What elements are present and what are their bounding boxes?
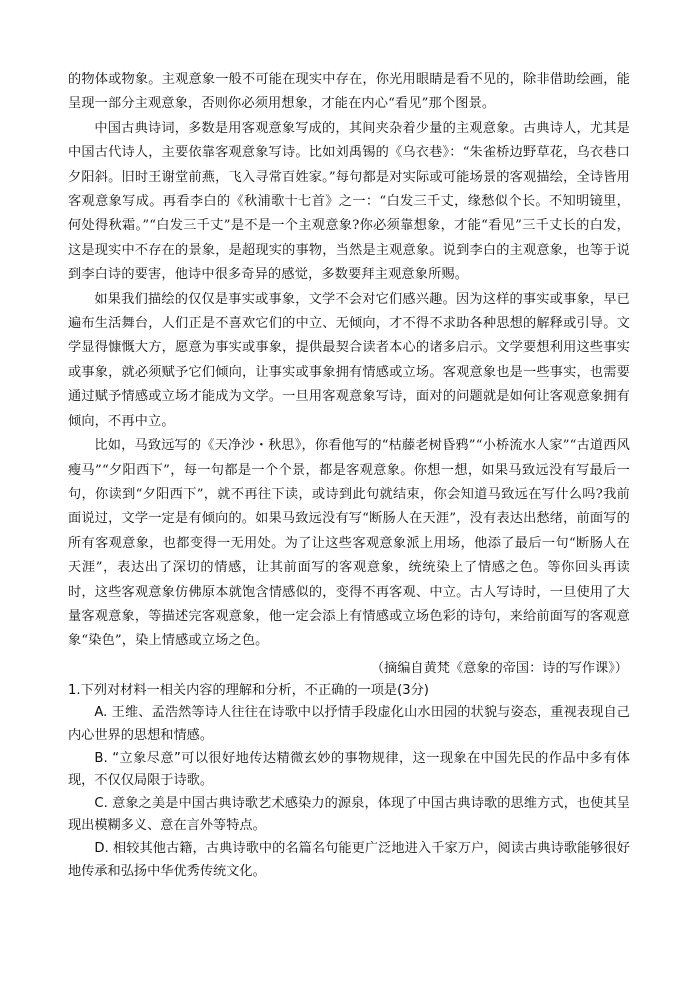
passage-paragraph-3: 如果我们描绘的仅仅是事实或事象，文学不会对它们感兴趣。因为这样的事实或事象，早已遍布生活舞台，人们正是不喜欢它们的中立、无倾向，才不得不求助各种思想的解释或引导。文学显得慷慨大方，愿意为事实或事象，提供最契合读者本心的诸多启示。文学要想利用这些事实或事象，就必须赋予它们倾向，让事实或事象拥有情感或立场。客观意象也是一些事实，也需要通过赋予情感或立场才能成为文学。一旦用客观意象写诗，面对的问题就是如何让客观意象拥有倾向，不再中立。: [68, 291, 630, 429]
document-page: [68, 68, 630, 883]
question-1: [68, 680, 630, 883]
option-a[interactable]: A. 王维、孟浩然等诗人往往在诗歌中以抒情手段虚化山水田园的状貌与姿态，重视表现自己内心世界的思想和情感。: [68, 705, 630, 743]
passage-paragraph-1: 的物体或物象。主观意象一般不可能在现实中存在，你光用眼睛是看不见的，除非借助绘画，能呈现一部分主观意象，否则你必须用想象，才能在内心“看见”那个图景。: [68, 72, 630, 112]
question-stem: 1.下列对材料一相关内容的理解和分析，不正确的一项是(3分): [68, 682, 429, 698]
option-d[interactable]: D. 相较其他古籍，古典诗歌中的名篇名句能更广泛地进入千家万户，阅读古典诗歌能够很好地传承和弘扬中华优秀传统文化。: [68, 840, 630, 879]
passage-source: （摘编自黄梵《意象的帝国：诗的写作课》）: [370, 660, 628, 676]
passage-paragraph-4: 比如，马致远写的《天净沙・秋思》，你看他写的“枯藤老树昏鸦”“小桥流水人家”“古道西风瘦马”“夕阳西下”，每一句都是一个个景，都是客观意象。你想一想，如果马致远没有写最后一句，你读到“夕阳西下”，就不再往下读，或诗到此句就结束，你会知道马致远在写什么吗?我前面说过，文学一定是有倾向的。如果马致远没有写“断肠人在天涯”，没有表达出愁绪，前面写的所有客观意象，也都变得一无用处。为了让这些客观意象派上用场，他添了最后一句“断肠人在天涯”，表达出了深切的情感，让其前面写的客观意象，统统染上了情感之色。等你回头再读时，这些客观意象仿佛原本就饱含情感似的，变得不再客观、中立。古人写诗时，一旦使用了大量客观意象，等描述完客观意象，他一定会添上有情感或立场色彩的诗句，来给前面写的客观意象“染色”，染上情感或立场之色。: [68, 438, 630, 649]
option-c[interactable]: C. 意象之美是中国古典诗歌艺术感染力的源泉，体现了中国古典诗歌的思维方式，也使其呈现出模糊多义、意在言外等特点。: [68, 795, 630, 834]
reading-passage: [68, 68, 630, 680]
option-b[interactable]: B. “立象尽意”可以很好地传达精微玄妙的事物规律，这一现象在中国先民的作品中多有体现，不仅仅局限于诗歌。: [68, 750, 630, 789]
passage-paragraph-2: 中国古典诗词，多数是用客观意象写成的，其间夹杂着少量的主观意象。古典诗人，尤其是中国古代诗人，主要依靠客观意象写诗。比如刘禹锡的《乌衣巷》：“朱雀桥边野草花，乌衣巷口夕阳斜。旧时王谢堂前燕，飞入寻常百姓家。”每句都是对实际或可能场景的客观描绘，全诗皆用客观意象写成。再看李白的《秋浦歌十七首》之一：“白发三千丈，缘愁似个长。不知明镜里，何处得秋霜。”“白发三千丈”是不是一个主观意象?你必须靠想象，才能“看见”三千丈长的白发，这是现实中不存在的景象，是超现实的事物，当然是主观意象。说到李白的主观意象，也等于说到李白诗的要害，他诗中很多奇异的感觉，多数要拜主观意象所赐。: [68, 120, 630, 283]
